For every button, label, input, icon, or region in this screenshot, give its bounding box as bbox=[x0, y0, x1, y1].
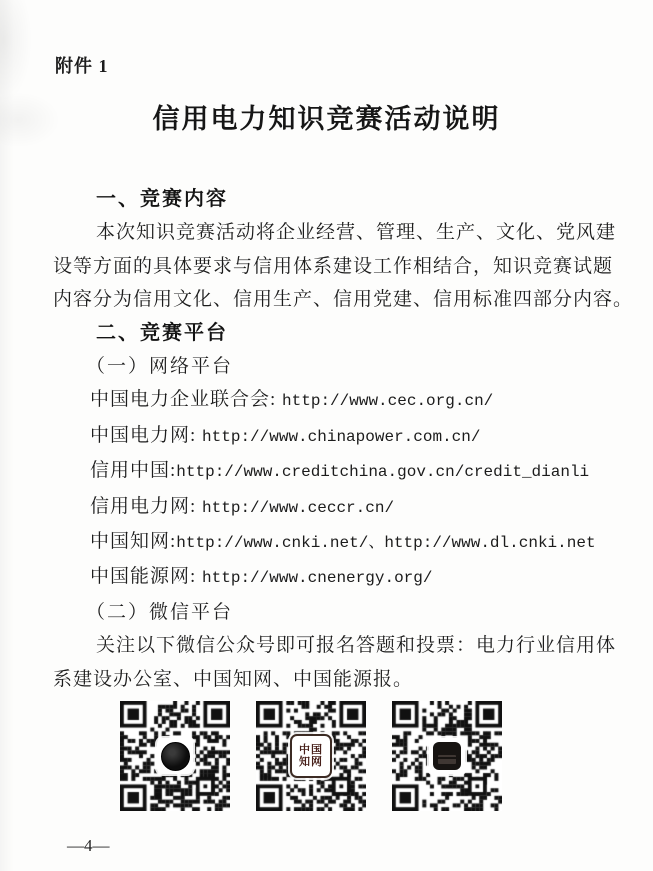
page-number: —4— bbox=[67, 836, 110, 855]
qr-code-credit-office bbox=[120, 701, 230, 811]
platform-url: http://www.chinapower.com.cn/ bbox=[202, 427, 481, 446]
platform-url: http://www.ceccr.cn/ bbox=[202, 498, 395, 517]
platform-row bbox=[53, 383, 597, 418]
section-2-heading: 二、竞赛平台 bbox=[96, 321, 228, 344]
section-1-heading: 一、竞赛内容 bbox=[96, 188, 228, 210]
attachment-label: 附件 1 bbox=[55, 56, 109, 76]
paragraph-line: 设等方面的具体要求与信用体系建设工作相结合，知识竞赛试题 bbox=[53, 255, 614, 277]
subsection-1-heading: （一）网络平台 bbox=[86, 356, 234, 378]
qr-code-cnki bbox=[256, 701, 366, 811]
paragraph-line: 关注以下微信公众号即可报名答题和投票：电力行业信用体 bbox=[96, 635, 617, 657]
platform-row bbox=[53, 454, 597, 489]
paragraph-line: 本次知识竞赛活动将企业经营、管理、生产、文化、党风建 bbox=[96, 222, 617, 244]
platform-label: 中国知网: bbox=[90, 531, 177, 553]
platform-label: 中国电力企业联合会: bbox=[90, 389, 283, 411]
platform-row bbox=[53, 419, 597, 454]
platform-row bbox=[53, 490, 597, 525]
qr-code-energy-news bbox=[392, 701, 502, 811]
platform-url: http://www.cnki.net/、http://www.dl.cnki.net bbox=[176, 534, 596, 553]
qr-code-row bbox=[120, 701, 502, 811]
platform-row bbox=[53, 560, 597, 595]
qr-center-badge bbox=[429, 738, 465, 774]
page-title: 信用电力知识竞赛活动说明 bbox=[152, 104, 501, 134]
dark-circle-logo-icon bbox=[161, 742, 190, 771]
platform-label: 中国能源网: bbox=[90, 566, 203, 588]
paragraph-line: 内容分为信用文化、信用生产、信用党建、信用标准四部分内容。 bbox=[53, 289, 634, 311]
platform-url: http://www.cnenergy.org/ bbox=[202, 569, 433, 588]
subsection-2-heading: （二）微信平台 bbox=[86, 601, 234, 623]
platform-label: 信用中国: bbox=[90, 460, 177, 482]
qr-center-badge bbox=[157, 738, 193, 774]
newspaper-logo-icon bbox=[433, 742, 461, 770]
document-body bbox=[53, 183, 634, 696]
platform-url: http://www.cec.org.cn/ bbox=[282, 392, 494, 411]
paragraph-line: 系建设办公室、中国知网、中国能源报。 bbox=[53, 668, 414, 690]
qr-center-badge bbox=[290, 734, 332, 778]
platform-url: http://www.creditchina.gov.cn/credit_dianli bbox=[176, 463, 590, 482]
platform-row bbox=[53, 525, 597, 560]
platform-label: 中国电力网: bbox=[90, 424, 203, 446]
qr-center-label: 中国知网 bbox=[299, 744, 323, 768]
platform-label: 信用电力网: bbox=[90, 495, 203, 517]
